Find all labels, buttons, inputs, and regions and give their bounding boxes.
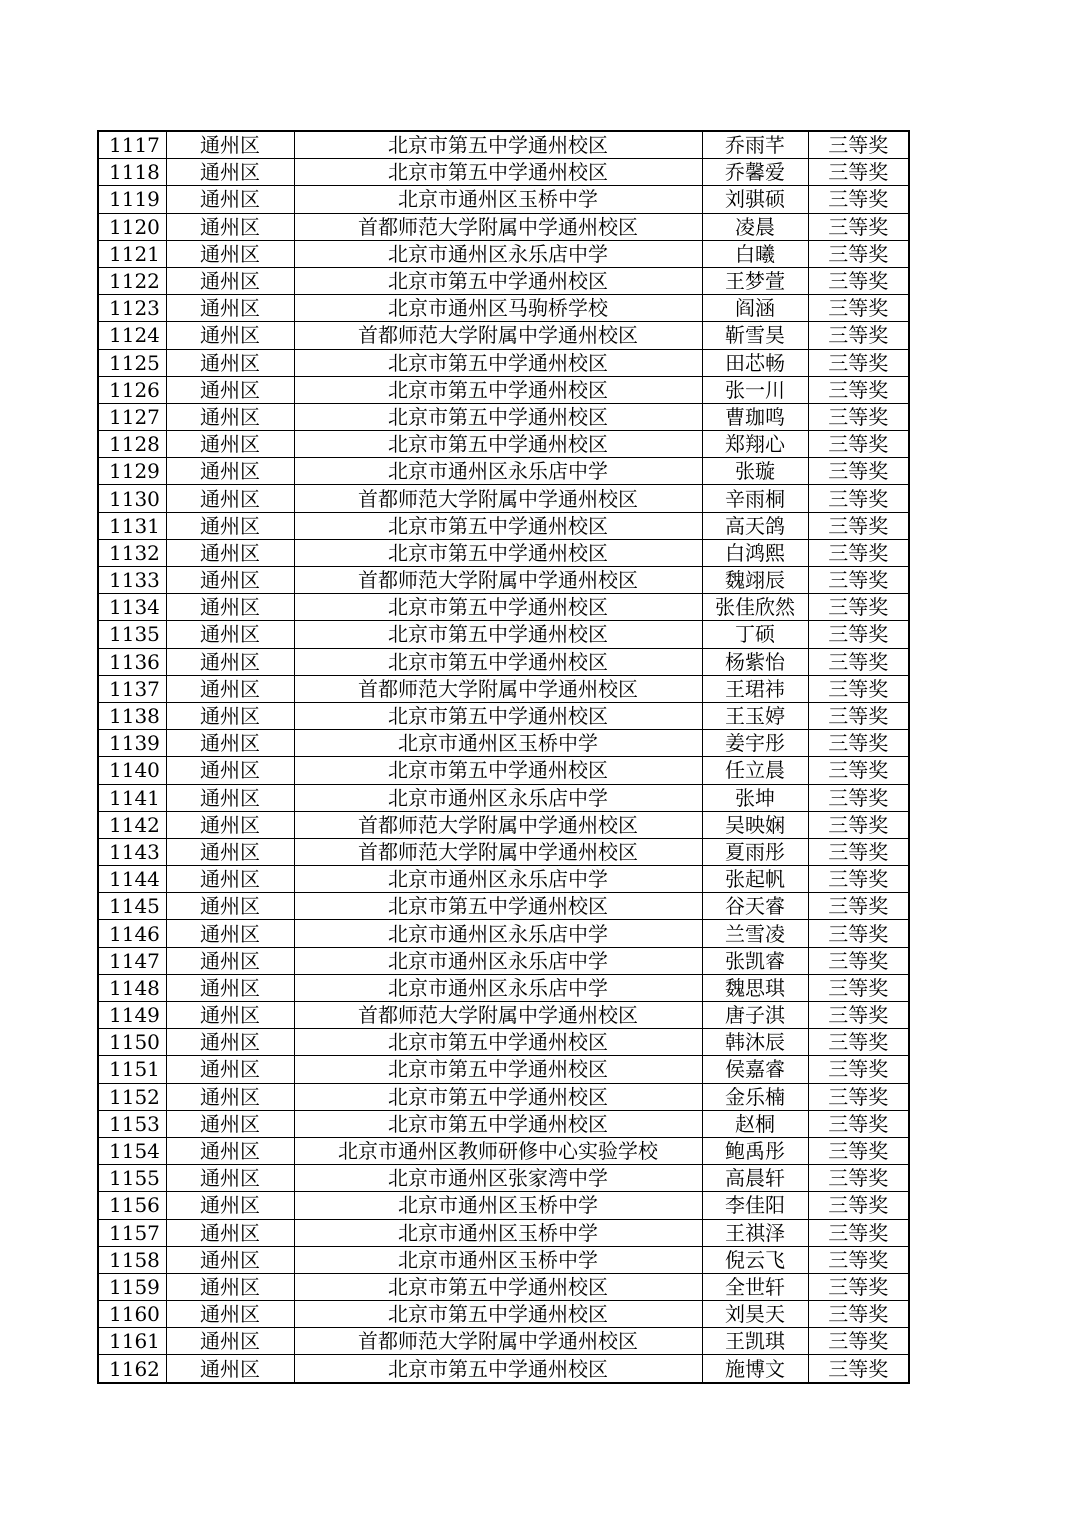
award-level-cell: 三等奖 — [808, 621, 909, 648]
district-cell: 通州区 — [166, 1002, 294, 1029]
table-row — [98, 947, 909, 974]
school-cell: 北京市第五中学通州校区 — [294, 1273, 702, 1300]
table-row — [98, 131, 909, 159]
row-number-cell: 1148 — [98, 974, 166, 1001]
row-number-cell: 1136 — [98, 648, 166, 675]
district-cell: 通州区 — [166, 1219, 294, 1246]
school-cell: 北京市第五中学通州校区 — [294, 621, 702, 648]
award-level-cell: 三等奖 — [808, 295, 909, 322]
award-level-cell: 三等奖 — [808, 784, 909, 811]
district-cell: 通州区 — [166, 458, 294, 485]
school-cell: 北京市第五中学通州校区 — [294, 1029, 702, 1056]
table-row — [98, 512, 909, 539]
table-row — [98, 539, 909, 566]
student-name-cell: 田芯畅 — [702, 349, 808, 376]
award-level-cell: 三等奖 — [808, 920, 909, 947]
school-cell: 北京市第五中学通州校区 — [294, 702, 702, 729]
student-name-cell: 王梦萱 — [702, 267, 808, 294]
table-row — [98, 267, 909, 294]
award-level-cell: 三等奖 — [808, 567, 909, 594]
student-name-cell: 韩沐辰 — [702, 1029, 808, 1056]
district-cell: 通州区 — [166, 1192, 294, 1219]
student-name-cell: 刘骐硕 — [702, 186, 808, 213]
district-cell: 通州区 — [166, 1355, 294, 1383]
award-level-cell: 三等奖 — [808, 349, 909, 376]
student-name-cell: 倪云飞 — [702, 1246, 808, 1273]
district-cell: 通州区 — [166, 594, 294, 621]
student-name-cell: 曹珈鸣 — [702, 403, 808, 430]
table-row — [98, 1056, 909, 1083]
student-name-cell: 王凯琪 — [702, 1328, 808, 1355]
award-level-cell: 三等奖 — [808, 131, 909, 159]
school-cell: 北京市通州区永乐店中学 — [294, 240, 702, 267]
table-row — [98, 431, 909, 458]
school-cell: 北京市第五中学通州校区 — [294, 431, 702, 458]
student-name-cell: 兰雪凌 — [702, 920, 808, 947]
award-level-cell: 三等奖 — [808, 1137, 909, 1164]
row-number-cell: 1123 — [98, 295, 166, 322]
award-level-cell: 三等奖 — [808, 594, 909, 621]
award-level-cell: 三等奖 — [808, 539, 909, 566]
row-number-cell: 1143 — [98, 838, 166, 865]
row-number-cell: 1129 — [98, 458, 166, 485]
student-name-cell: 张一川 — [702, 376, 808, 403]
school-cell: 北京市通州区永乐店中学 — [294, 784, 702, 811]
table-row — [98, 838, 909, 865]
award-level-cell: 三等奖 — [808, 838, 909, 865]
school-cell: 北京市第五中学通州校区 — [294, 1056, 702, 1083]
table-row — [98, 349, 909, 376]
student-name-cell: 阎涵 — [702, 295, 808, 322]
row-number-cell: 1133 — [98, 567, 166, 594]
district-cell: 通州区 — [166, 186, 294, 213]
student-name-cell: 谷天睿 — [702, 893, 808, 920]
table-row — [98, 866, 909, 893]
student-name-cell: 张凯睿 — [702, 947, 808, 974]
row-number-cell: 1157 — [98, 1219, 166, 1246]
school-cell: 北京市第五中学通州校区 — [294, 594, 702, 621]
district-cell: 通州区 — [166, 295, 294, 322]
row-number-cell: 1159 — [98, 1273, 166, 1300]
student-name-cell: 乔雨芊 — [702, 131, 808, 159]
student-name-cell: 凌晨 — [702, 213, 808, 240]
student-name-cell: 李佳阳 — [702, 1192, 808, 1219]
school-cell: 北京市第五中学通州校区 — [294, 757, 702, 784]
row-number-cell: 1142 — [98, 811, 166, 838]
row-number-cell: 1140 — [98, 757, 166, 784]
school-cell: 北京市第五中学通州校区 — [294, 1083, 702, 1110]
award-level-cell: 三等奖 — [808, 1355, 909, 1383]
student-name-cell: 张璇 — [702, 458, 808, 485]
district-cell: 通州区 — [166, 1110, 294, 1137]
student-name-cell: 姜宇彤 — [702, 730, 808, 757]
row-number-cell: 1144 — [98, 866, 166, 893]
table-row — [98, 186, 909, 213]
row-number-cell: 1121 — [98, 240, 166, 267]
award-level-cell: 三等奖 — [808, 1002, 909, 1029]
row-number-cell: 1162 — [98, 1355, 166, 1383]
school-cell: 首都师范大学附属中学通州校区 — [294, 485, 702, 512]
award-level-cell: 三等奖 — [808, 1056, 909, 1083]
row-number-cell: 1120 — [98, 213, 166, 240]
district-cell: 通州区 — [166, 1056, 294, 1083]
district-cell: 通州区 — [166, 1328, 294, 1355]
award-level-cell: 三等奖 — [808, 431, 909, 458]
table-row — [98, 485, 909, 512]
district-cell: 通州区 — [166, 838, 294, 865]
student-name-cell: 夏雨彤 — [702, 838, 808, 865]
table-row — [98, 1029, 909, 1056]
school-cell: 北京市通州区玉桥中学 — [294, 1246, 702, 1273]
student-name-cell: 白鸿熙 — [702, 539, 808, 566]
school-cell: 首都师范大学附属中学通州校区 — [294, 1002, 702, 1029]
school-cell: 北京市第五中学通州校区 — [294, 131, 702, 159]
award-level-cell: 三等奖 — [808, 1246, 909, 1273]
district-cell: 通州区 — [166, 267, 294, 294]
award-level-cell: 三等奖 — [808, 730, 909, 757]
student-name-cell: 鲍禹彤 — [702, 1137, 808, 1164]
row-number-cell: 1152 — [98, 1083, 166, 1110]
school-cell: 首都师范大学附属中学通州校区 — [294, 838, 702, 865]
table-row — [98, 159, 909, 186]
row-number-cell: 1125 — [98, 349, 166, 376]
row-number-cell: 1127 — [98, 403, 166, 430]
student-name-cell: 张起帆 — [702, 866, 808, 893]
district-cell: 通州区 — [166, 1165, 294, 1192]
table-row — [98, 1301, 909, 1328]
award-level-cell: 三等奖 — [808, 159, 909, 186]
row-number-cell: 1153 — [98, 1110, 166, 1137]
award-level-cell: 三等奖 — [808, 240, 909, 267]
table-row — [98, 376, 909, 403]
student-name-cell: 张坤 — [702, 784, 808, 811]
award-level-cell: 三等奖 — [808, 376, 909, 403]
district-cell: 通州区 — [166, 974, 294, 1001]
row-number-cell: 1132 — [98, 539, 166, 566]
row-number-cell: 1119 — [98, 186, 166, 213]
award-level-cell: 三等奖 — [808, 1165, 909, 1192]
school-cell: 北京市第五中学通州校区 — [294, 512, 702, 539]
student-name-cell: 全世轩 — [702, 1273, 808, 1300]
row-number-cell: 1118 — [98, 159, 166, 186]
award-level-cell: 三等奖 — [808, 974, 909, 1001]
row-number-cell: 1141 — [98, 784, 166, 811]
district-cell: 通州区 — [166, 322, 294, 349]
school-cell: 北京市通州区教师研修中心实验学校 — [294, 1137, 702, 1164]
table-row — [98, 784, 909, 811]
table-row — [98, 702, 909, 729]
table-row — [98, 1165, 909, 1192]
school-cell: 北京市通州区张家湾中学 — [294, 1165, 702, 1192]
district-cell: 通州区 — [166, 811, 294, 838]
award-level-cell: 三等奖 — [808, 1328, 909, 1355]
table-row — [98, 1273, 909, 1300]
student-name-cell: 王珺祎 — [702, 675, 808, 702]
award-level-cell: 三等奖 — [808, 1219, 909, 1246]
district-cell: 通州区 — [166, 539, 294, 566]
school-cell: 北京市第五中学通州校区 — [294, 893, 702, 920]
school-cell: 北京市第五中学通州校区 — [294, 349, 702, 376]
school-cell: 北京市通州区永乐店中学 — [294, 458, 702, 485]
table-row — [98, 1355, 909, 1383]
school-cell: 北京市通州区玉桥中学 — [294, 1219, 702, 1246]
award-level-cell: 三等奖 — [808, 512, 909, 539]
table-row — [98, 757, 909, 784]
district-cell: 通州区 — [166, 131, 294, 159]
district-cell: 通州区 — [166, 159, 294, 186]
row-number-cell: 1160 — [98, 1301, 166, 1328]
row-number-cell: 1138 — [98, 702, 166, 729]
student-name-cell: 高天鸽 — [702, 512, 808, 539]
row-number-cell: 1151 — [98, 1056, 166, 1083]
row-number-cell: 1130 — [98, 485, 166, 512]
district-cell: 通州区 — [166, 675, 294, 702]
award-level-cell: 三等奖 — [808, 893, 909, 920]
row-number-cell: 1122 — [98, 267, 166, 294]
district-cell: 通州区 — [166, 893, 294, 920]
student-name-cell: 任立晨 — [702, 757, 808, 784]
award-level-cell: 三等奖 — [808, 485, 909, 512]
district-cell: 通州区 — [166, 240, 294, 267]
award-level-cell: 三等奖 — [808, 1192, 909, 1219]
row-number-cell: 1128 — [98, 431, 166, 458]
district-cell: 通州区 — [166, 1301, 294, 1328]
table-row — [98, 730, 909, 757]
district-cell: 通州区 — [166, 784, 294, 811]
student-name-cell: 王祺泽 — [702, 1219, 808, 1246]
school-cell: 北京市通州区马驹桥学校 — [294, 295, 702, 322]
school-cell: 北京市通州区玉桥中学 — [294, 1192, 702, 1219]
table-row — [98, 1328, 909, 1355]
district-cell: 通州区 — [166, 920, 294, 947]
school-cell: 北京市通州区永乐店中学 — [294, 974, 702, 1001]
student-name-cell: 吴映娴 — [702, 811, 808, 838]
table-row — [98, 1110, 909, 1137]
student-name-cell: 魏翊辰 — [702, 567, 808, 594]
school-cell: 北京市通州区永乐店中学 — [294, 947, 702, 974]
school-cell: 首都师范大学附属中学通州校区 — [294, 675, 702, 702]
district-cell: 通州区 — [166, 757, 294, 784]
district-cell: 通州区 — [166, 621, 294, 648]
award-level-cell: 三等奖 — [808, 947, 909, 974]
school-cell: 北京市第五中学通州校区 — [294, 159, 702, 186]
school-cell: 北京市第五中学通州校区 — [294, 403, 702, 430]
award-level-cell: 三等奖 — [808, 1301, 909, 1328]
table-row — [98, 974, 909, 1001]
school-cell: 北京市第五中学通州校区 — [294, 648, 702, 675]
district-cell: 通州区 — [166, 349, 294, 376]
district-cell: 通州区 — [166, 1246, 294, 1273]
school-cell: 北京市第五中学通州校区 — [294, 1110, 702, 1137]
row-number-cell: 1146 — [98, 920, 166, 947]
district-cell: 通州区 — [166, 866, 294, 893]
student-name-cell: 唐子淇 — [702, 1002, 808, 1029]
school-cell: 北京市通州区永乐店中学 — [294, 920, 702, 947]
school-cell: 首都师范大学附属中学通州校区 — [294, 213, 702, 240]
school-cell: 北京市第五中学通州校区 — [294, 539, 702, 566]
award-level-cell: 三等奖 — [808, 757, 909, 784]
award-level-cell: 三等奖 — [808, 458, 909, 485]
table-row — [98, 403, 909, 430]
award-level-cell: 三等奖 — [808, 702, 909, 729]
district-cell: 通州区 — [166, 702, 294, 729]
school-cell: 北京市第五中学通州校区 — [294, 267, 702, 294]
row-number-cell: 1155 — [98, 1165, 166, 1192]
school-cell: 首都师范大学附属中学通州校区 — [294, 811, 702, 838]
table-row — [98, 1192, 909, 1219]
district-cell: 通州区 — [166, 730, 294, 757]
district-cell: 通州区 — [166, 567, 294, 594]
table-row — [98, 1083, 909, 1110]
row-number-cell: 1124 — [98, 322, 166, 349]
student-name-cell: 赵桐 — [702, 1110, 808, 1137]
row-number-cell: 1150 — [98, 1029, 166, 1056]
row-number-cell: 1149 — [98, 1002, 166, 1029]
award-level-cell: 三等奖 — [808, 811, 909, 838]
row-number-cell: 1139 — [98, 730, 166, 757]
table-row — [98, 213, 909, 240]
table-row — [98, 1219, 909, 1246]
student-name-cell: 张佳欣然 — [702, 594, 808, 621]
school-cell: 北京市第五中学通州校区 — [294, 1301, 702, 1328]
award-level-cell: 三等奖 — [808, 1029, 909, 1056]
row-number-cell: 1135 — [98, 621, 166, 648]
student-name-cell: 王玉婷 — [702, 702, 808, 729]
district-cell: 通州区 — [166, 1273, 294, 1300]
district-cell: 通州区 — [166, 512, 294, 539]
district-cell: 通州区 — [166, 431, 294, 458]
student-name-cell: 丁硕 — [702, 621, 808, 648]
row-number-cell: 1117 — [98, 131, 166, 159]
award-level-cell: 三等奖 — [808, 866, 909, 893]
row-number-cell: 1161 — [98, 1328, 166, 1355]
student-name-cell: 刘昊天 — [702, 1301, 808, 1328]
table-row — [98, 675, 909, 702]
district-cell: 通州区 — [166, 403, 294, 430]
school-cell: 北京市第五中学通州校区 — [294, 376, 702, 403]
table-row — [98, 1137, 909, 1164]
row-number-cell: 1156 — [98, 1192, 166, 1219]
row-number-cell: 1147 — [98, 947, 166, 974]
award-level-cell: 三等奖 — [808, 1110, 909, 1137]
table-row — [98, 295, 909, 322]
award-level-cell: 三等奖 — [808, 213, 909, 240]
student-name-cell: 杨紫怡 — [702, 648, 808, 675]
district-cell: 通州区 — [166, 376, 294, 403]
district-cell: 通州区 — [166, 485, 294, 512]
school-cell: 北京市通州区永乐店中学 — [294, 866, 702, 893]
school-cell: 北京市第五中学通州校区 — [294, 1355, 702, 1383]
table-row — [98, 621, 909, 648]
award-list-body — [98, 131, 909, 1383]
district-cell: 通州区 — [166, 1083, 294, 1110]
award-level-cell: 三等奖 — [808, 322, 909, 349]
table-row — [98, 322, 909, 349]
row-number-cell: 1154 — [98, 1137, 166, 1164]
district-cell: 通州区 — [166, 1137, 294, 1164]
district-cell: 通州区 — [166, 947, 294, 974]
table-row — [98, 594, 909, 621]
award-level-cell: 三等奖 — [808, 648, 909, 675]
award-list-table — [97, 130, 910, 1384]
school-cell: 北京市通州区玉桥中学 — [294, 186, 702, 213]
row-number-cell: 1126 — [98, 376, 166, 403]
student-name-cell: 乔馨爱 — [702, 159, 808, 186]
school-cell: 首都师范大学附属中学通州校区 — [294, 1328, 702, 1355]
district-cell: 通州区 — [166, 213, 294, 240]
school-cell: 首都师范大学附属中学通州校区 — [294, 567, 702, 594]
award-level-cell: 三等奖 — [808, 267, 909, 294]
student-name-cell: 魏思琪 — [702, 974, 808, 1001]
student-name-cell: 侯嘉睿 — [702, 1056, 808, 1083]
student-name-cell: 高晨轩 — [702, 1165, 808, 1192]
table-row — [98, 648, 909, 675]
district-cell: 通州区 — [166, 1029, 294, 1056]
table-row — [98, 1246, 909, 1273]
award-level-cell: 三等奖 — [808, 1083, 909, 1110]
award-level-cell: 三等奖 — [808, 186, 909, 213]
student-name-cell: 白曦 — [702, 240, 808, 267]
award-level-cell: 三等奖 — [808, 403, 909, 430]
student-name-cell: 郑翔心 — [702, 431, 808, 458]
row-number-cell: 1131 — [98, 512, 166, 539]
student-name-cell: 金乐楠 — [702, 1083, 808, 1110]
table-row — [98, 567, 909, 594]
school-cell: 北京市通州区玉桥中学 — [294, 730, 702, 757]
award-level-cell: 三等奖 — [808, 1273, 909, 1300]
table-row — [98, 811, 909, 838]
row-number-cell: 1134 — [98, 594, 166, 621]
table-row — [98, 893, 909, 920]
student-name-cell: 辛雨桐 — [702, 485, 808, 512]
school-cell: 首都师范大学附属中学通州校区 — [294, 322, 702, 349]
table-row — [98, 458, 909, 485]
student-name-cell: 施博文 — [702, 1355, 808, 1383]
student-name-cell: 靳雪昊 — [702, 322, 808, 349]
row-number-cell: 1137 — [98, 675, 166, 702]
award-level-cell: 三等奖 — [808, 675, 909, 702]
table-row — [98, 920, 909, 947]
district-cell: 通州区 — [166, 648, 294, 675]
row-number-cell: 1145 — [98, 893, 166, 920]
row-number-cell: 1158 — [98, 1246, 166, 1273]
table-row — [98, 240, 909, 267]
table-row — [98, 1002, 909, 1029]
